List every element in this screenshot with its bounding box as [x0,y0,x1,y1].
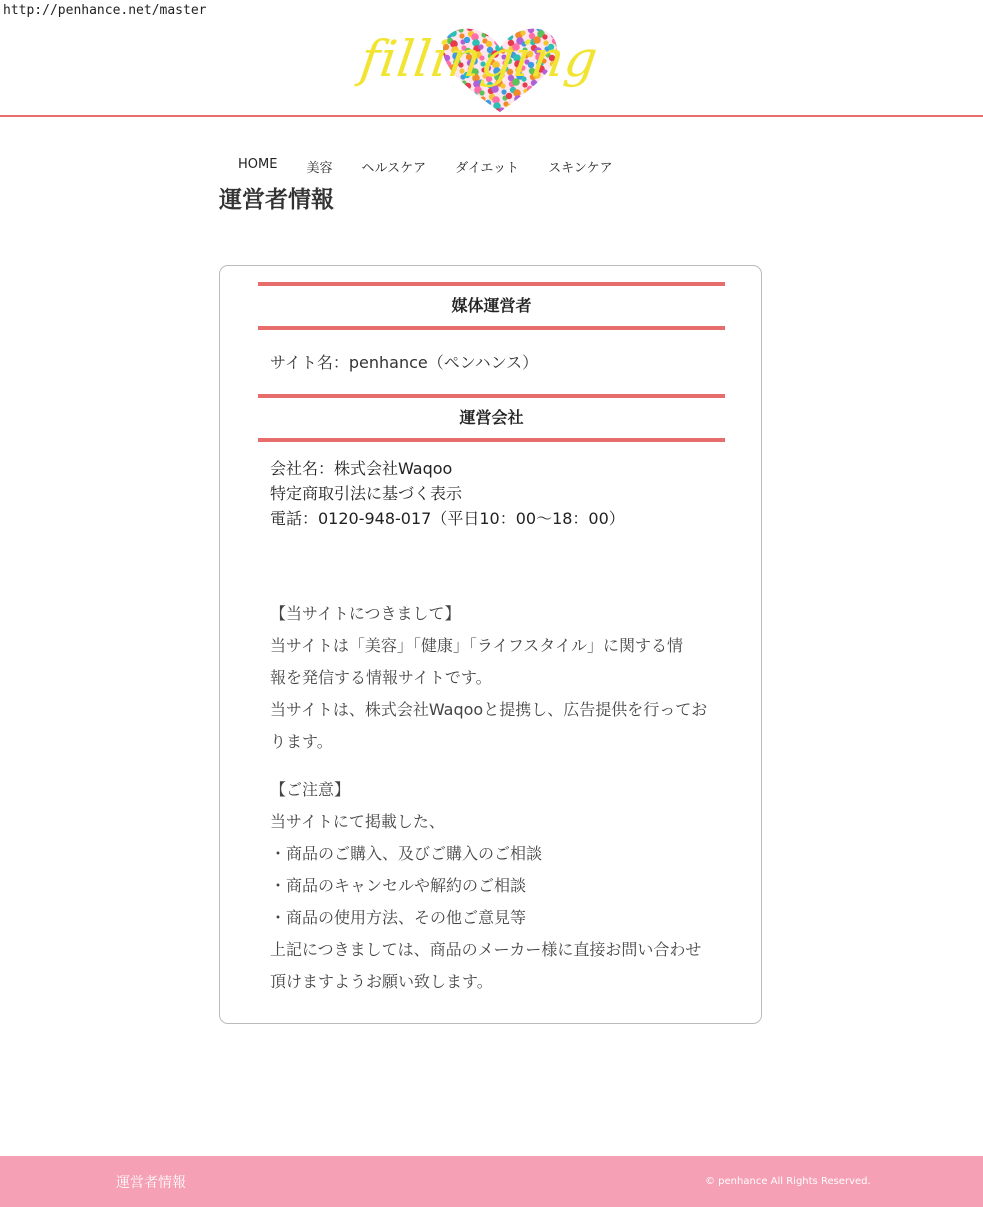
commerce-law-text: 特定商取引法に基づく表示 [270,484,463,503]
nav-item-beauty[interactable]: 美容 [306,161,333,176]
media-operator-heading: 媒体運営者 [258,282,725,330]
notice-line: ・商品の使用方法、その他ご意見等 [270,908,527,927]
nav-item-skincare[interactable]: スキンケア [548,161,613,176]
notice-line: ・商品のご購入、及びご購入のご相談 [270,844,543,863]
notice-line: 上記につきましては、商品のメーカー様に直接お問い合わせ [270,940,702,959]
header-divider [0,115,983,117]
site-logo[interactable] [355,24,645,116]
company-name-text: 会社名：株式会社Waqoo [270,459,453,478]
operator-info-card [219,265,762,1024]
footer-operator-link[interactable]: 運営者情報 [116,1175,186,1191]
page-url: http://penhance.net/master [3,3,207,18]
site-name-text: サイト名：penhance（ペンハンス） [270,353,539,372]
copyright-text: © penhance All Rights Reserved. [705,1176,871,1187]
about-line: 当サイトは、株式会社Waqooと提携し、広告提供を行ってお [270,700,708,719]
notice-section [270,774,701,998]
about-section [270,598,707,758]
about-line: 当サイトは「美容」「健康」「ライフスタイル」に関する情 [270,636,683,655]
about-line: 報を発信する情報サイトです。 [270,668,492,687]
footer [0,1156,983,1207]
notice-line: 当サイトにて掲載した、 [270,812,445,831]
nav-item-diet[interactable]: ダイエット [455,161,520,176]
company-heading: 運営会社 [258,394,725,442]
nav-item-home[interactable]: HOME [238,157,278,172]
page-title: 運営者情報 [219,187,334,213]
notice-line: ・商品のキャンセルや解約のご相談 [270,876,527,895]
nav-item-healthcare[interactable]: ヘルスケア [361,161,427,176]
phone-text: 電話：0120-948-017（平日10：00〜18：00） [270,509,625,528]
notice-line: 頂けますようお願い致します。 [270,972,493,991]
about-heading: 【当サイトにつきまして】 [270,604,461,623]
about-line: ります。 [270,732,333,751]
company-info [270,456,625,531]
logo-wordmark: fillinging [356,30,602,88]
main-nav [238,157,642,176]
notice-heading: 【ご注意】 [270,780,351,799]
